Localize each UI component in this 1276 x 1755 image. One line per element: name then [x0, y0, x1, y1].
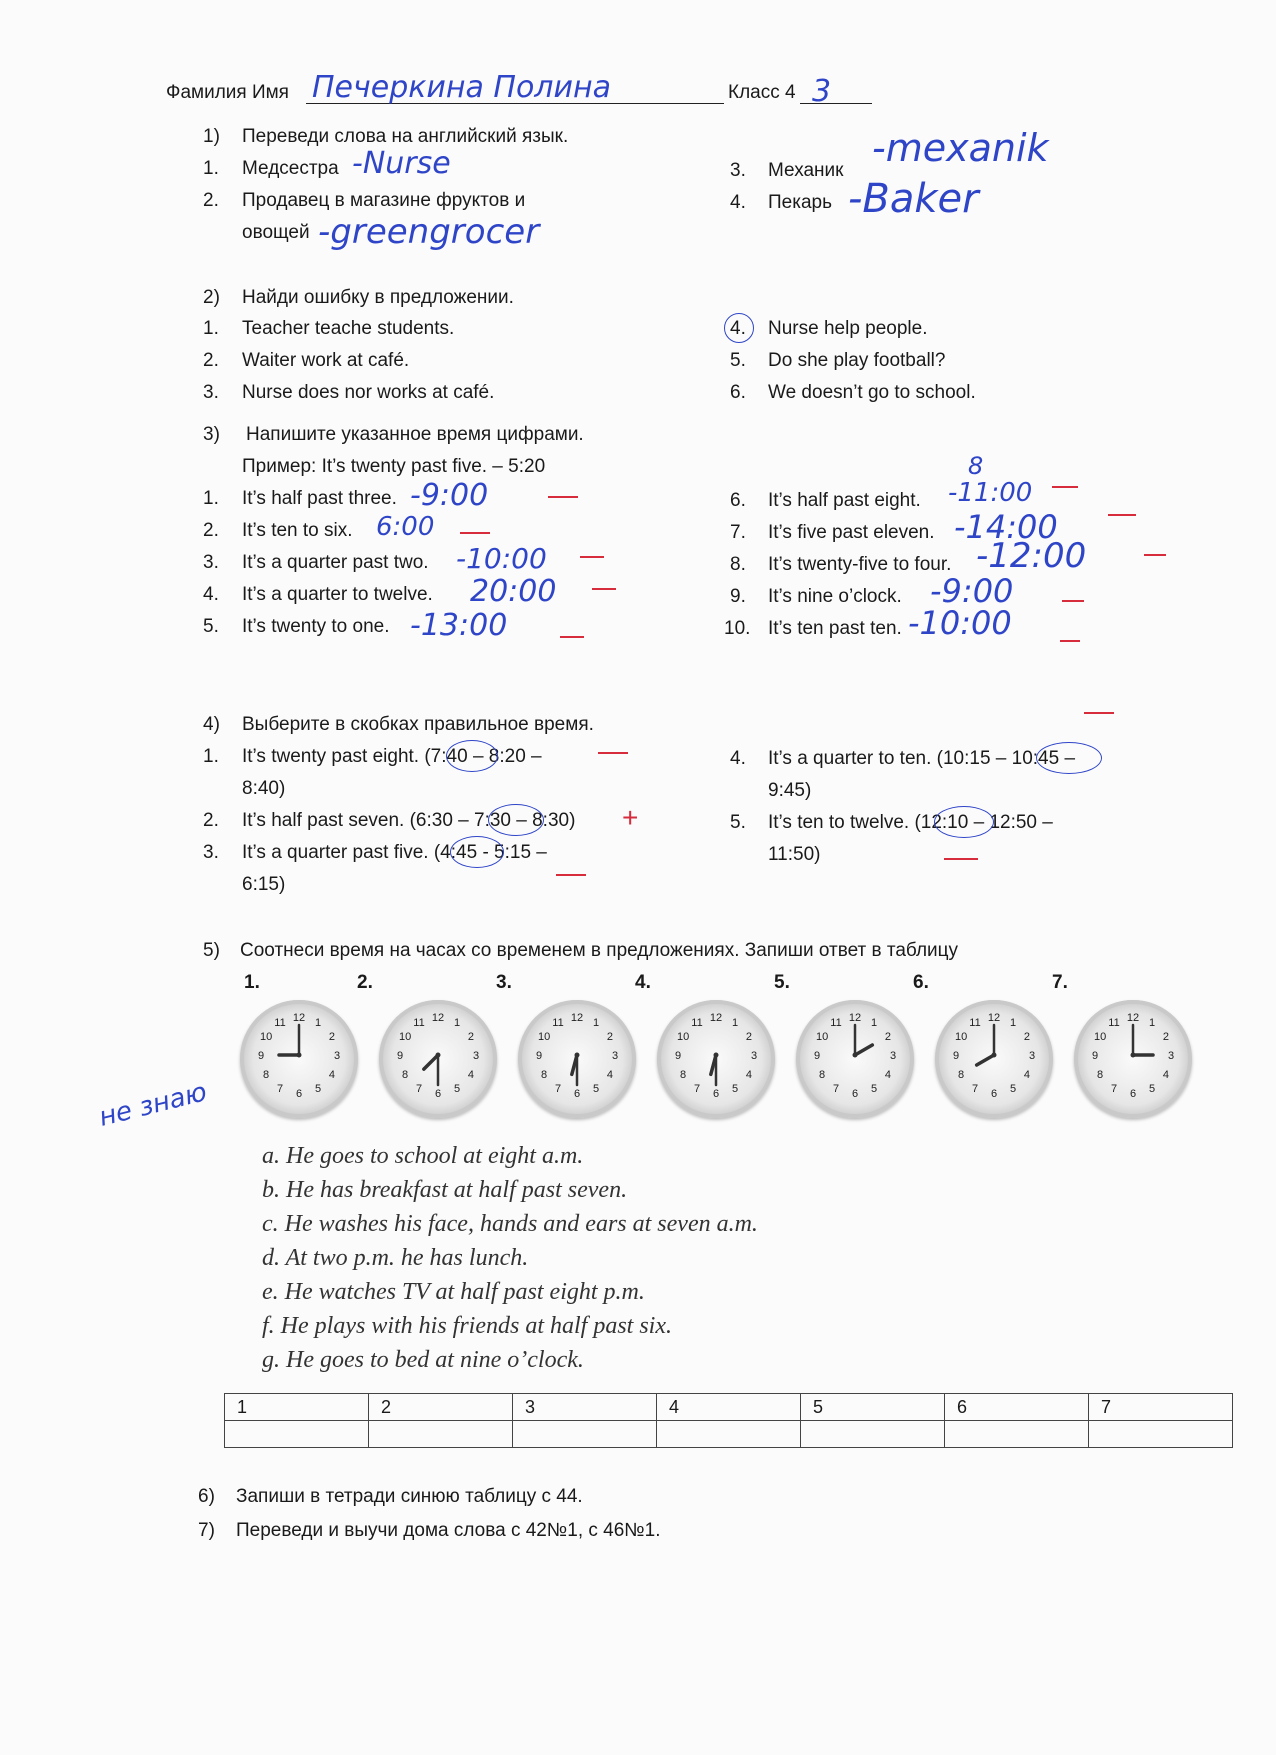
task3-item-num: 1. [203, 488, 219, 509]
table-header-cell: 4 [657, 1394, 801, 1421]
clock-numeral: 4 [1023, 1069, 1030, 1081]
clock-center [436, 1053, 441, 1058]
clock-numeral: 4 [745, 1069, 752, 1081]
section-number-4: 4) [203, 714, 220, 735]
task4-item-line-cont: 11:50) [768, 844, 821, 865]
clock-numeral: 1 [1009, 1017, 1017, 1030]
task1-answer[interactable]: -Nurse [352, 146, 451, 181]
task2-item-text: Do she play football? [768, 350, 946, 371]
clock-center [992, 1053, 997, 1058]
task3-answer[interactable]: 20:00 [470, 574, 557, 609]
clock-numeral: 6 [851, 1088, 859, 1100]
task3-item-text: It’s half past eight. [768, 490, 921, 511]
clock-center [853, 1053, 858, 1058]
task3-answer[interactable]: -13:00 [410, 608, 508, 643]
clock-numeral: 6 [573, 1088, 581, 1100]
hour-hand [855, 1045, 872, 1055]
clock-numeral: 12 [848, 1012, 862, 1024]
clock-numeral: 4 [328, 1069, 335, 1081]
task4-item-line-cont: 6:15) [242, 874, 286, 895]
task1-item-num: 4. [730, 192, 746, 213]
answer-cell[interactable] [945, 1421, 1089, 1448]
clock-numeral: 3 [472, 1050, 480, 1062]
task2-item-num: 1. [203, 318, 219, 339]
clock-numeral: 6 [295, 1088, 303, 1100]
clock-svg [518, 1000, 636, 1118]
clock-numeral: 3 [1028, 1050, 1036, 1062]
clock-numeral: 7 [554, 1082, 562, 1095]
clock-numeral: 12 [709, 1012, 723, 1024]
clock-numeral: 4 [1162, 1069, 1169, 1081]
sentence: a. He goes to school at eight a.m. [262, 1143, 584, 1169]
clock-numeral: 8 [263, 1069, 270, 1081]
clock-svg [796, 1000, 914, 1118]
red-dash-mark [1052, 486, 1078, 488]
task1-item-num: 2. [203, 190, 219, 211]
task2-item-text: We doesn’t go to school. [768, 382, 976, 403]
task5-title: Соотнеси время на часах со временем в предложениях. Запиши ответ в таблицу [240, 940, 959, 961]
task1-item-text: Медсестра [242, 158, 339, 179]
task1-item-text-cont: овощей [242, 222, 310, 243]
answer-cell[interactable] [801, 1421, 945, 1448]
clock-center [714, 1053, 719, 1058]
task2-item-num: 3. [203, 382, 219, 403]
clock-numeral: 8 [1097, 1069, 1104, 1081]
clock-numeral: 7 [971, 1082, 979, 1095]
task2-item-num: 5. [730, 350, 746, 371]
clock-numeral: 11 [552, 1017, 564, 1030]
task3-item-text: It’s five past eleven. [768, 522, 935, 543]
clock-numeral: 2 [884, 1031, 891, 1043]
task3-answer[interactable]: -14:00 [954, 508, 1058, 546]
task3-item-num: 4. [203, 584, 219, 605]
clock-numeral: 6 [1129, 1088, 1137, 1100]
clock-numeral: 11 [413, 1017, 425, 1030]
clock-numeral: 7 [1110, 1082, 1118, 1095]
task1-item-num: 3. [730, 160, 746, 181]
task1-item-text: Пекарь [768, 192, 832, 213]
clock-numeral: 12 [292, 1012, 306, 1024]
clock-center [575, 1053, 580, 1058]
clock-numeral: 6 [434, 1088, 442, 1100]
clock-numeral: 5 [592, 1082, 600, 1095]
clock-numeral: 5 [870, 1082, 878, 1095]
task4-item-line: It’s a quarter to ten. (10:15 – 10:45 – [768, 748, 1076, 769]
clock-numeral: 11 [969, 1017, 981, 1030]
clock-numeral: 1 [1148, 1017, 1156, 1030]
task3-item-text: It’s ten past ten. [768, 618, 902, 639]
table-header-cell: 1 [225, 1394, 369, 1421]
table-header-cell: 2 [369, 1394, 513, 1421]
task3-item-num: 6. [730, 490, 746, 511]
sentence: g. He goes to bed at nine o’clock. [262, 1347, 584, 1373]
selection-circle [488, 804, 544, 836]
clock-svg [240, 1000, 358, 1118]
task3-item-num: 8. [730, 554, 746, 575]
task2-item-text: Nurse does nor works at café. [242, 382, 495, 403]
clock-number-label: 1. [244, 972, 260, 993]
clock-face [657, 1000, 775, 1118]
task1-item-text: Продавец в магазине фруктов и [242, 190, 526, 211]
red-dash-mark [580, 556, 604, 558]
task4-title: Выберите в скобках правильное время. [242, 714, 594, 735]
task3-item-num: 2. [203, 520, 219, 541]
sentence: f. He plays with his friends at half past six. [262, 1313, 673, 1339]
task1-answer[interactable]: -mexanik [872, 126, 1049, 170]
sentence: b. He has breakfast at half past seven. [262, 1177, 628, 1203]
clock-numeral: 2 [467, 1031, 474, 1043]
clock-numeral: 11 [1108, 1017, 1120, 1030]
task3-item-num: 5. [203, 616, 219, 637]
red-dash-mark [548, 496, 578, 498]
red-dash-mark [1084, 712, 1114, 714]
clock-numeral: 8 [541, 1069, 548, 1081]
clock-numeral: 9 [813, 1050, 821, 1062]
selection-circle [934, 806, 994, 838]
task4-item-num: 2. [203, 810, 219, 831]
clock-numeral: 9 [674, 1050, 682, 1062]
clock-numeral: 1 [870, 1017, 878, 1030]
answer-cell[interactable] [225, 1421, 369, 1448]
clock-face [796, 1000, 914, 1118]
name-label: Фамилия Имя [166, 82, 289, 103]
clock-numeral: 7 [415, 1082, 423, 1095]
task1-title: Переведи слова на английский язык. [242, 126, 569, 147]
clock-numeral: 1 [453, 1017, 461, 1030]
class-value[interactable]: 3 [812, 74, 832, 109]
clock-numeral: 12 [987, 1012, 1001, 1024]
clock-numeral: 1 [731, 1017, 739, 1030]
table-header-cell: 3 [513, 1394, 657, 1421]
task2-title: Найди ошибку в предложении. [242, 287, 514, 308]
clock-center [297, 1053, 302, 1058]
clock-numeral: 1 [314, 1017, 322, 1030]
task7-title: Переведи и выучи дома слова с 42№1, с 46№1. [236, 1520, 661, 1541]
clock-numeral: 9 [1091, 1050, 1099, 1062]
clock-svg [1074, 1000, 1192, 1118]
margin-note: не знаю [96, 1077, 210, 1133]
task3-item-text: It’s twenty-five to four. [768, 554, 952, 575]
clock-numeral: 2 [328, 1031, 335, 1043]
task4-item-line: It’s a quarter past five. (4:45 - 5:15 – [242, 842, 547, 863]
sentence: e. He watches TV at half past eight p.m. [262, 1279, 645, 1305]
clock-numeral: 3 [333, 1050, 341, 1062]
task1-answer[interactable]: -greengrocer [318, 212, 540, 252]
task3-answer[interactable]: -10:00 [456, 542, 547, 575]
clock-svg [379, 1000, 497, 1118]
task3-item-num: 7. [730, 522, 746, 543]
task3-example: Пример: It’s twenty past five. – 5:20 [242, 456, 546, 477]
task3-item-text: It’s a quarter to twelve. [242, 584, 433, 605]
clock-numeral: 3 [750, 1050, 758, 1062]
red-dash-mark [592, 588, 616, 590]
red-dash-mark [598, 752, 628, 754]
red-plus-mark: + [622, 802, 639, 833]
selection-circle [446, 740, 498, 772]
task4-item-line-cont: 8:40) [242, 778, 286, 799]
clock-numeral: 11 [830, 1017, 842, 1030]
task1-answer[interactable]: -Baker [848, 176, 979, 222]
task1-item-num: 1. [203, 158, 219, 179]
task4-item-num: 1. [203, 746, 219, 767]
red-dash-mark [556, 874, 586, 876]
task3-item-text: It’s ten to six. [242, 520, 353, 541]
hour-hand [424, 1055, 438, 1069]
task3-answer[interactable]: -12:00 [976, 536, 1087, 576]
task4-item-line: It’s twenty past eight. (7:40 – 8:20 – [242, 746, 542, 767]
task3-answer[interactable]: -9:00 [410, 478, 489, 513]
hour-hand [977, 1055, 994, 1065]
clock-numeral: 2 [1162, 1031, 1169, 1043]
task3-item-num: 3. [203, 552, 219, 573]
task3-item-text: It’s twenty to one. [242, 616, 390, 637]
clock-numeral: 7 [693, 1082, 701, 1095]
section-number-7: 7) [198, 1520, 215, 1541]
clock-numeral: 10 [398, 1031, 412, 1043]
task4-item-line: It’s half past seven. (6:30 – 7:30 – 8:30) [242, 810, 576, 831]
task3-answer[interactable]: -9:00 [930, 572, 1014, 610]
clock-numeral: 12 [431, 1012, 445, 1024]
clock-numeral: 9 [396, 1050, 404, 1062]
task3-title: Напишите указанное время цифрами. [246, 424, 584, 445]
clock-numeral: 5 [1148, 1082, 1156, 1095]
clock-svg [935, 1000, 1053, 1118]
clock-numeral: 4 [467, 1069, 474, 1081]
clock-number-label: 6. [913, 972, 929, 993]
selection-circle [450, 836, 504, 868]
red-dash-mark [460, 532, 490, 534]
section-number-6: 6) [198, 1486, 215, 1507]
sentence: d. At two p.m. he has lunch. [262, 1245, 529, 1271]
selection-circle [1036, 742, 1102, 774]
clock-numeral: 2 [1023, 1031, 1030, 1043]
clock-numeral: 7 [832, 1082, 840, 1095]
clock-numeral: 4 [884, 1069, 891, 1081]
clock-number-label: 3. [496, 972, 512, 993]
answer-table [224, 1393, 1233, 1448]
sentence: c. He washes his face, hands and ears at seven a.m. [262, 1211, 758, 1237]
clock-face [240, 1000, 358, 1118]
task6-title: Запиши в тетради синюю таблицу с 44. [236, 1486, 583, 1507]
task3-item-text: It’s nine o’clock. [768, 586, 902, 607]
clock-numeral: 12 [1126, 1012, 1140, 1024]
red-dash-mark [1108, 514, 1136, 516]
task2-item-num: 2. [203, 350, 219, 371]
task4-item-num: 4. [730, 748, 746, 769]
clock-numeral: 10 [537, 1031, 551, 1043]
task3-item-num: 10. [724, 618, 751, 639]
clock-number-label: 4. [635, 972, 651, 993]
clock-numeral: 8 [680, 1069, 687, 1081]
clock-numeral: 5 [453, 1082, 461, 1095]
task3-item-text: It’s a quarter past two. [242, 552, 429, 573]
section-number-1: 1) [203, 126, 220, 147]
clock-numeral: 10 [676, 1031, 690, 1043]
clock-numeral: 3 [611, 1050, 619, 1062]
clock-numeral: 8 [402, 1069, 409, 1081]
clock-numeral: 3 [1167, 1050, 1175, 1062]
clock-numeral: 5 [314, 1082, 322, 1095]
class-label: Класс 4 [728, 82, 796, 103]
answer-cell[interactable] [513, 1421, 657, 1448]
class-underline [800, 103, 872, 104]
table-header-cell: 6 [945, 1394, 1089, 1421]
clock-numeral: 12 [570, 1012, 584, 1024]
task3-answer[interactable]: 6:00 [376, 512, 435, 542]
task2-item-text: Teacher teache students. [242, 318, 455, 339]
task2-item-text: Nurse help people. [768, 318, 928, 339]
clock-numeral: 5 [1009, 1082, 1017, 1095]
clock-numeral: 2 [745, 1031, 752, 1043]
red-dash-mark [1144, 554, 1166, 556]
task4-item-num: 3. [203, 842, 219, 863]
section-number-3: 3) [203, 424, 220, 445]
clock-numeral: 9 [257, 1050, 265, 1062]
task4-item-num: 5. [730, 812, 746, 833]
task4-item-line-cont: 9:45) [768, 780, 812, 801]
table-header-cell: 5 [801, 1394, 945, 1421]
clock-numeral: 10 [815, 1031, 829, 1043]
clock-numeral: 3 [889, 1050, 897, 1062]
task1-item-text: Механик [768, 160, 844, 181]
task2-item-num: 4. [730, 318, 746, 339]
task3-answer[interactable]: -11:00 [948, 478, 1033, 508]
section-number-2: 2) [203, 287, 220, 308]
task2-item-text: Waiter work at café. [242, 350, 410, 371]
clock-face [1074, 1000, 1192, 1118]
answer-cell[interactable] [657, 1421, 801, 1448]
clock-face [379, 1000, 497, 1118]
clock-numeral: 5 [731, 1082, 739, 1095]
task3-item-num: 9. [730, 586, 746, 607]
clock-numeral: 9 [535, 1050, 543, 1062]
red-dash-mark [1060, 640, 1080, 642]
clock-numeral: 9 [952, 1050, 960, 1062]
clock-numeral: 7 [276, 1082, 284, 1095]
clock-number-label: 5. [774, 972, 790, 993]
table-header-cell: 7 [1089, 1394, 1233, 1421]
clock-numeral: 11 [274, 1017, 286, 1030]
clock-numeral: 8 [819, 1069, 826, 1081]
answer-cell[interactable] [369, 1421, 513, 1448]
clock-numeral: 8 [958, 1069, 965, 1081]
clock-number-label: 2. [357, 972, 373, 993]
clock-svg [657, 1000, 775, 1118]
clock-numeral: 11 [691, 1017, 703, 1030]
clock-numeral: 2 [606, 1031, 613, 1043]
clock-numeral: 10 [1093, 1031, 1107, 1043]
task4-item-line: It’s ten to twelve. (12:10 – 12:50 – [768, 812, 1053, 833]
red-dash-mark [1062, 600, 1084, 602]
task3-correction-note: 8 [968, 452, 984, 480]
red-dash-mark [944, 858, 978, 860]
clock-number-label: 7. [1052, 972, 1068, 993]
task2-item-num: 6. [730, 382, 746, 403]
name-value[interactable]: Печеркина Полина [312, 70, 611, 105]
answer-cell[interactable] [1089, 1421, 1233, 1448]
section-number-5: 5) [203, 940, 220, 961]
red-dash-mark [560, 636, 584, 638]
clock-numeral: 6 [712, 1088, 720, 1100]
clock-numeral: 10 [259, 1031, 273, 1043]
task3-item-text: It’s half past three. [242, 488, 397, 509]
clock-numeral: 1 [592, 1017, 600, 1030]
task3-answer[interactable]: -10:00 [908, 604, 1012, 642]
clock-center [1131, 1053, 1136, 1058]
clock-numeral: 4 [606, 1069, 613, 1081]
clock-numeral: 6 [990, 1088, 998, 1100]
clock-numeral: 10 [954, 1031, 968, 1043]
clock-face [935, 1000, 1053, 1118]
clock-face [518, 1000, 636, 1118]
